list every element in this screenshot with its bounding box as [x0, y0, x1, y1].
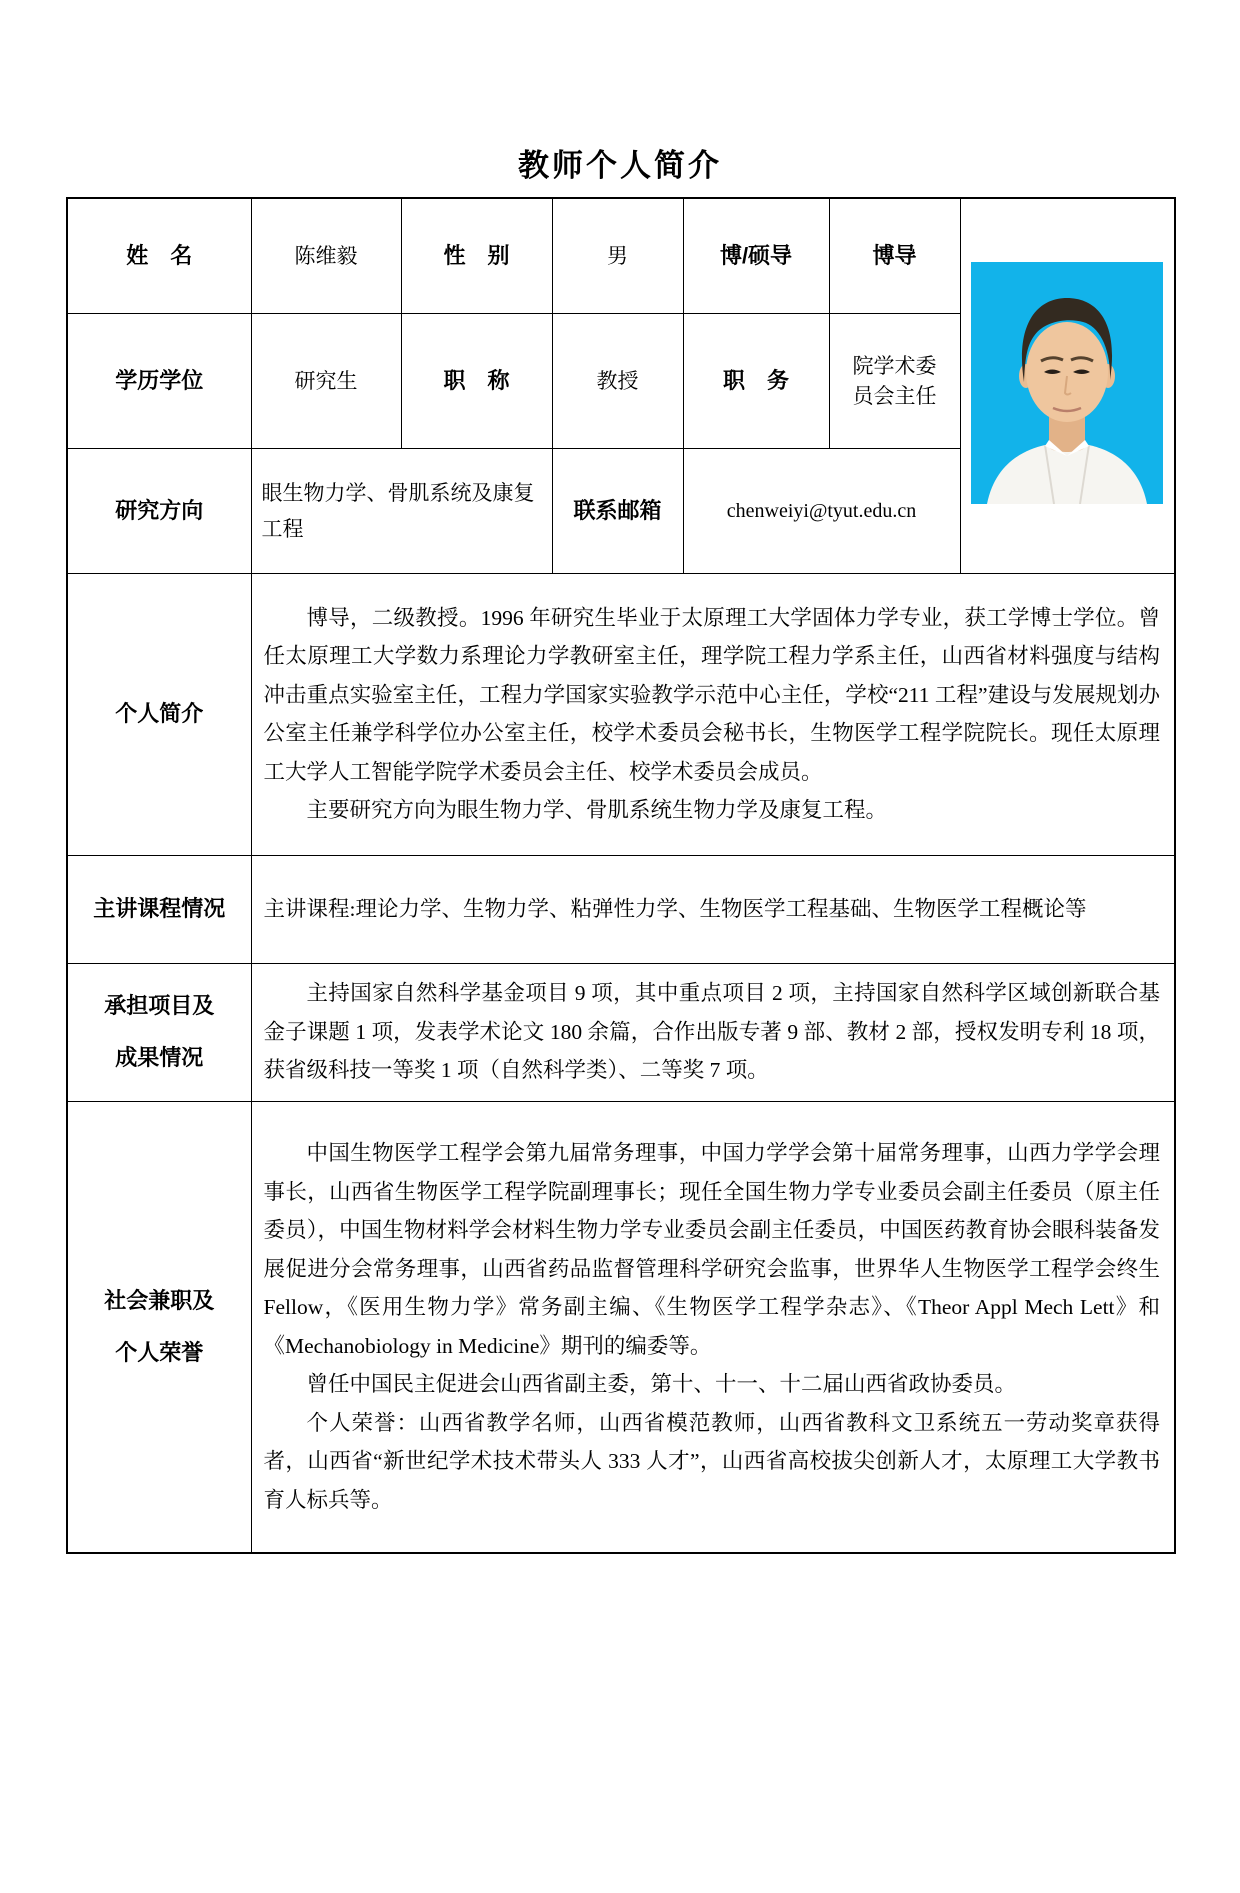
social-paragraph: 曾任中国民主促进会山西省副主委，第十、十一、十二届山西省政协委员。	[306, 1372, 1017, 1397]
degree-value: 研究生	[251, 313, 401, 448]
email-value: chenweiyi@tyut.edu.cn	[683, 448, 960, 573]
profile-photo	[971, 262, 1163, 504]
professional-title-label: 职 称	[401, 313, 552, 448]
profile-label: 个人简介	[67, 573, 251, 855]
social-content	[251, 1101, 1175, 1553]
row-profile	[67, 573, 1175, 855]
research-label: 研究方向	[67, 448, 251, 573]
position-label: 职 务	[683, 313, 829, 448]
row-social	[67, 1101, 1175, 1553]
row-basic-1	[67, 198, 1175, 313]
profile-content	[251, 573, 1175, 855]
name-label: 姓 名	[67, 198, 251, 313]
supervisor-value: 博导	[829, 198, 960, 313]
projects-label	[67, 963, 251, 1101]
name-value: 陈维毅	[251, 198, 401, 313]
row-projects	[67, 963, 1175, 1101]
gender-value: 男	[552, 198, 683, 313]
courses-content	[251, 855, 1175, 963]
position-value: 院学术委员会主任	[829, 313, 960, 448]
projects-label-line1: 承担项目及	[104, 993, 215, 1018]
courses-label: 主讲课程情况	[67, 855, 251, 963]
social-paragraph: 个人荣誉：山西省教学名师，山西省模范教师，山西省教科文卫系统五一劳动奖章获得者，山西省“新世纪学术技术带头人 333 人才”，山西省高校拔尖创新人才，太原理工大学教书育人标兵等。	[263, 1410, 1160, 1512]
social-label	[67, 1101, 251, 1553]
teacher-profile-table	[66, 197, 1176, 1554]
projects-text: 主持国家自然科学基金项目 9 项，其中重点项目 2 项，主持国家自然科学区域创新联合基金子课题 1 项，发表学术论文 180 余篇，合作出版专著 9 部、教材 2 部，授权发明专利 18 项，获省级科技一等奖 1 项（自然科学类）、二等奖 7 项。	[263, 981, 1160, 1083]
profile-paragraph: 主要研究方向为眼生物力学、骨肌系统生物力学及康复工程。	[306, 798, 888, 822]
row-courses	[67, 855, 1175, 963]
portrait-photo-graphic	[971, 262, 1163, 504]
degree-label: 学历学位	[67, 313, 251, 448]
profile-paragraph: 博导，二级教授。1996 年研究生毕业于太原理工大学固体力学专业，获工学博士学位。曾任太原理工大学数力系理论力学教研室主任，理学院工程力学系主任，山西省材料强度与结构冲击重点实验室主任，工程力学国家实验教学示范中心主任，学校“211 工程”建设与发展规划办公室主任兼学科学位办公室主任，校学术委员会秘书长，生物医学工程学院院长。现任太原理工大学人工智能学院学术委员会主任、校学术委员会成员。	[263, 605, 1160, 784]
projects-content	[251, 963, 1175, 1101]
professional-title-value: 教授	[552, 313, 683, 448]
projects-label-line2: 成果情况	[115, 1045, 204, 1070]
research-value: 眼生物力学、骨肌系统及康复工程	[251, 448, 552, 573]
photo-cell	[960, 198, 1175, 573]
courses-text: 主讲课程:理论力学、生物力学、粘弹性力学、生物医学工程基础、生物医学工程概论等	[263, 896, 1087, 921]
gender-label: 性 别	[401, 198, 552, 313]
supervisor-label: 博/硕导	[683, 198, 829, 313]
email-label: 联系邮箱	[552, 448, 683, 573]
social-paragraph: 中国生物医学工程学会第九届常务理事，中国力学学会第十届常务理事，山西力学学会理事长，山西省生物医学工程学院副理事长；现任全国生物力学专业委员会副主任委员（原主任委员），中国生物材料学会材料生物力学专业委员会副主任委员，中国医药教育协会眼科装备发展促进分会常务理事，山西省药品监督管理科学研究会监事，世界华人生物医学工程学会终生 Fellow，《医用生物力学》常务副主编、《生物医学工程学杂志》、《Theor Appl Mech Lett》和《Mechanobiology in Medicine》期刊的编委等。	[263, 1141, 1160, 1358]
page-title: 教师个人简介	[518, 148, 722, 183]
social-label-line2: 个人荣誉	[115, 1339, 204, 1365]
social-label-line1: 社会兼职及	[104, 1287, 215, 1313]
